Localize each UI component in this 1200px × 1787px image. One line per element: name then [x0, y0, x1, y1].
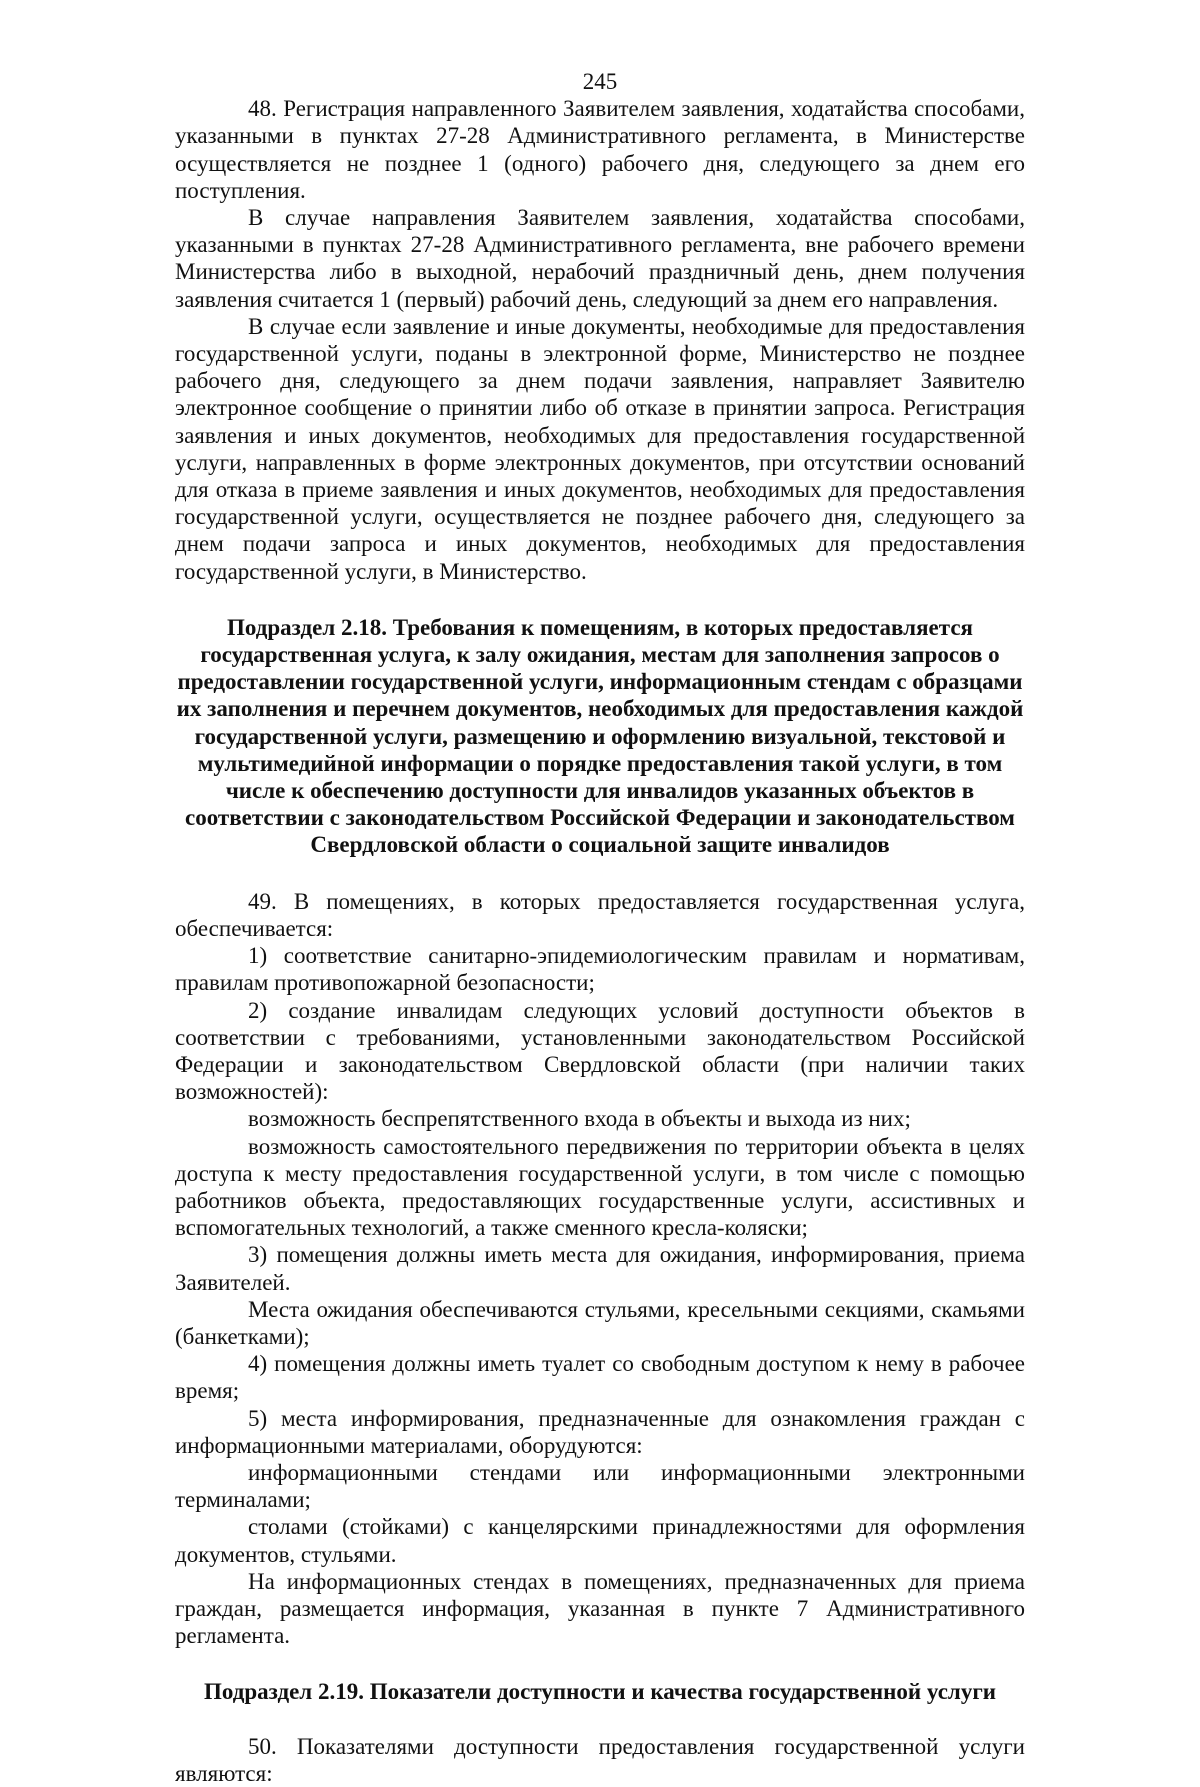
- paragraph: 2) создание инвалидам следующих условий доступности объектов в соответствии с требованиями, установленными законодательством Российской Федерации и законодательством Свердловской области (при наличии таких возможностей):: [175, 997, 1025, 1105]
- paragraph: возможность беспрепятственного входа в объекты и выхода из них;: [248, 1106, 911, 1132]
- paragraph: Места ожидания обеспечиваются стульями, кресельными секциями, скамьями (банкетками);: [175, 1296, 1025, 1349]
- section-48: [175, 95, 1025, 585]
- page-number: 245: [582, 69, 618, 94]
- paragraph: В случае направления Заявителем заявления, ходатайства способами, указанными в пунктах 27-28 Административного регламента, вне рабочего времени Министерства либо в выходной, нерабочий праздничный день, днем получения заявления считается 1 (первый) рабочий день, следующий за днем его направления.: [175, 205, 1025, 312]
- paragraph: 3) помещения должны иметь места для ожидания, информирования, приема Заявителей.: [175, 1242, 1025, 1295]
- paragraph: 48. Регистрация направленного Заявителем заявления, ходатайства способами, указанными в пунктах 27-28 Административного регламента, в Министерстве осуществляется не позднее 1 (одного) рабочего дня, следующего за днем его поступления.: [175, 96, 1025, 203]
- paragraph: На информационных стендах в помещениях, предназначенных для приема граждан, размещается информация, указанная в пункте 7 Административного регламента.: [175, 1568, 1025, 1649]
- section-49: [175, 888, 1025, 1650]
- paragraph: столами (стойками) с канцелярскими принадлежностями для оформления документов, стульями.: [175, 1514, 1025, 1567]
- section-50: [175, 1733, 1025, 1787]
- paragraph: возможность самостоятельного передвижения по территории объекта в целях доступа к месту предоставления государственной услуги, в том числе с помощью работников объекта, предоставляющих государственные услуги, ассистивных и вспомогательных технологий, а также сменного кресла-коляски;: [175, 1133, 1025, 1241]
- subsection-heading-2-18: Подраздел 2.18. Требования к помещениям, в которых предоставляется государственная услуга, к залу ожидания, местам для заполнения запросов о предоставлении государственной услуги, информационным стендам с образцами их заполнения и перечнем документов, необходимых для предоставления каждой государственной услуги, размещению и оформлению визуальной, текстовой и мультимедийной информации о порядке предоставления такой услуги, в том числе к обеспечению доступности для инвалидов указанных объектов в соответствии с законодательством Российской Федерации и законодательством Свердловской области о социальной защите инвалидов: [176, 614, 1024, 858]
- paragraph: 5) места информирования, предназначенные для ознакомления граждан с информационными материалами, оборудуются:: [175, 1405, 1025, 1458]
- paragraph: 50. Показателями доступности предоставления государственной услуги являются:: [175, 1733, 1025, 1786]
- paragraph: В случае если заявление и иные документы, необходимые для предоставления государственной услуги, поданы в электронной форме, Министерство не позднее рабочего дня, следующего за днем подачи заявления, направляет Заявителю электронное сообщение о принятии либо об отказе в принятии запроса. Регистрация заявления и иных документов, необходимых для предоставления государственной услуги, направленных в форме электронных документов, при отсутствии оснований для отказа в приеме заявления и иных документов, необходимых для предоставления государственной услуги, осуществляется не позднее рабочего дня, следующего за днем подачи запроса и иных документов, необходимых для предоставления государственной услуги, в Министерство.: [175, 313, 1025, 584]
- document-page: [175, 68, 1025, 1787]
- paragraph: информационными стендами или информационными электронными терминалами;: [175, 1459, 1025, 1513]
- paragraph: 1) соответствие санитарно-эпидемиологическим правилам и нормативам, правилам противопожарной безопасности;: [175, 943, 1025, 996]
- paragraph: 49. В помещениях, в которых предоставляется государственная услуга, обеспечивается:: [175, 888, 1025, 941]
- subsection-heading-2-19: Подраздел 2.19. Показатели доступности и качества государственной услуги: [203, 1679, 997, 1705]
- paragraph: 4) помещения должны иметь туалет со свободным доступом к нему в рабочее время;: [175, 1351, 1025, 1404]
